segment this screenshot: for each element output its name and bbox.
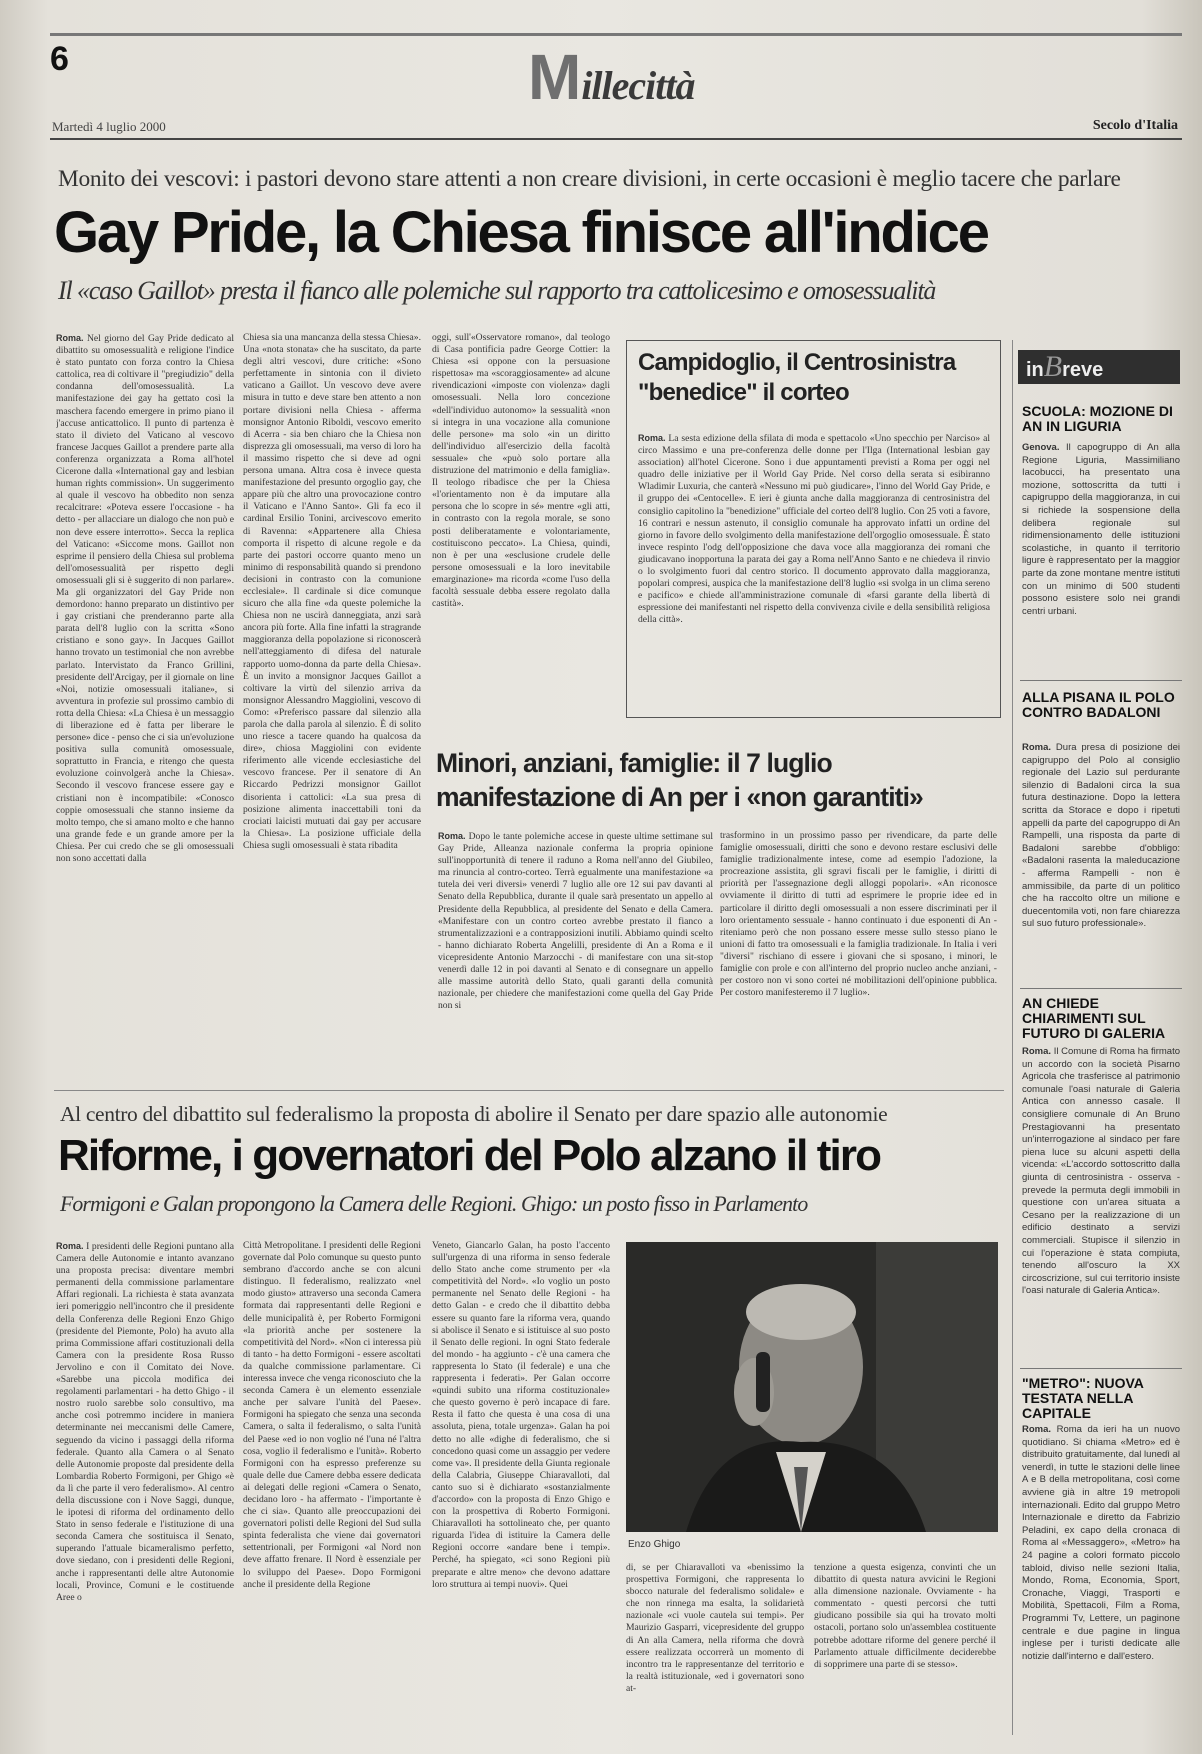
breve-4-body xyxy=(1022,1424,1180,1734)
page-number: 6 xyxy=(50,40,69,78)
riforme-column-2 xyxy=(243,1240,421,1734)
riforme-text-2: Città Metropolitane. I presidenti delle Regioni governate dal Polo comunque su questo punto sembrano d'accordo anche se con alcuni distinguo. Il federalismo, realizzato «nel modo giusto» attraverso una seconda Camera formata dai rappresentanti delle Regioni e delle municipalità è, per Roberto Formigoni «la priorità anche per sostenere la competitività del Nord». «Non ci interessa più di tanto - ha detto Formigoni - essere ascoltati da qualche commissione parlamentare. Ci interessa invece che venga riconosciuto che la seconda Camera è un elemento essenziale anche per salvare l'unità del Paese». Formigoni ha spiegato che senza una seconda Camera, o salta il federalismo, o salta l'unità del Paese «ed io non voglio né l'una né l'altra cosa, voglio il federalismo e l'unità». Roberto Formigoni con ha espresso preferenze su quale delle due Camere debba essere dedicata ai delegati delle regioni «Camera o Senato, decidano loro - ha affermato - l'importante è che ci sia». Quanto alle preoccupazioni dei governatori polisti delle Regioni del Sud sulla spinta federalista che viene dai governatori settentrionali, per Formigoni «al Nord non deve affatto frenare. Il Nord è essenziale per lo sviluppo del Paese». Dopo Formigoni anche il presidente della Regione xyxy=(243,1240,421,1590)
riforme-kicker: Al centro del dibattito sul federalismo la proposta di abolire il Senato per dare spazio alle autonomie xyxy=(60,1102,888,1126)
lead-headline: Gay Pride, la Chiesa finisce all'indice xyxy=(54,200,988,265)
lead-column-3 xyxy=(432,332,610,720)
minori-text-2: trasformino in un prossimo passo per rivendicare, da parte delle famiglie omosessuali, diritti che sono e devono restare esclusivi delle famiglie tradizionalmente intese, come ad esempio l'adozione, la procreazione assistita, gli sgravi fiscali per le famiglie, i diritti di priorità per l'assegnazione degli alloggi popolari». «An riconosce ovviamente il diritto di tutti ad esprimere le proprie idee ed in particolare il diritto degli omosessuali a non essere discriminati per il loro orientamento sessuale - hanno continuato i due esponenti di An - riteniamo però che non possano essere messe sullo stesso piano le unioni di fatto tra omosessuali e la famiglia tradizionale. In Italia i veri "diversi" rischiano di essere i giovani che si sposano, i minori, le famiglie con prole e con all'interno del proprio nucleo anche anziani, - per costoro non vi sono cortei né mobilitazioni dell'opinione pubblica. Per costoro manifesteremo il 7 luglio». xyxy=(720,830,997,999)
minori-text-1: Dopo le tante polemiche accese in queste ultime settimane sul Gay Pride, Alleanza nazionale conferma la propria opinione sull'inopportunità di tenere il raduno a Roma nell'anno del Giubileo, ma rinuncia al contro-corteo. Terrà egualmente una manifestazione «a tutela dei veri diversi» venerdì 7 luglio alle ore 12 sui pav davanti al Senato della Repubblica, durante il quale sarà presentato un appello al Presidente della Repubblica, al presidente del Senato e della Camera. «Manifestare con un contro corteo avrebbe prestato il fianco a strumentalizzazioni e a contrapposizioni inutili. Abbiamo quindi scelto - hanno dichiarato Roberta Angelilli, presidente di An a Roma e il vicepresidente Antonio Marzocchi - di manifestare con una sit-stop venerdì dalle 12 in poi davanti al Senato e di consegnare un appello alle massime autorità dello Stato, quali garanti della comunità nazionale, per chiedere che manifestazioni come quella del Gay Pride non si xyxy=(438,831,713,1012)
breve-2-dateline: Roma. xyxy=(1022,742,1052,753)
riforme-text-3: Veneto, Giancarlo Galan, ha posto l'accento sull'urgenza di una riforma in senso federale dello Stato anche come strumento per «la competitività del Nord». «Io voglio un posto permanente nel Senato delle Regioni - ha detto Galan - e credo che il dibattito debba essere su quanto fare la riforma vera, quando si abolisce il Senato e si istituisce al suo posto il Senato delle regioni. In ogni Stato federale del mondo - ha aggiunto - c'è una camera che rappresenta lo Stato (il federale) e una che rappresenta i federati». Per Galan occorre «quindi subito una riforma costituzionale» che questo governo è però incapace di fare. Resta il fatto che questa è una cosa di una assoluta, piena, totale urgenza». Galan ha poi detto no alle «dighe di federalismo, che si concedono quasi come un assaggio per vedere come va». Il presidente della Giunta regionale della Calabria, Giuseppe Chiaravalloti, dal canto suo si è dichiarato «sostanzialmente d'accordo» con la proposta di Enzo Ghigo e con la prospettiva di Roberto Formigoni. Chiaravalloti ha sottolineato che, per quanto riguarda l'idea di istituire la Camera delle Regioni occorre «andare bene i tempi». Perché, ha spiegato, «ci sono Regioni più preparate e altre meno» che devono adattare loro struttura ai tempi nuovi». Quei xyxy=(432,1240,610,1590)
lead-column-2 xyxy=(243,332,421,1074)
riforme-column-1 xyxy=(56,1240,234,1734)
in-breve-logo-rest: reve xyxy=(1062,359,1104,381)
breve-4-text: Roma da ieri ha un nuovo quotidiano. Si chiama «Metro» ed è distribuito gratuitamente, dal lunedì al venerdì, in tutte le stazioni delle linee A e B della metropolitana, così come avviene già in altre 19 metropoli internazionali. Edito dal gruppo Metro Internazionale e diretto da Fabrizio Peladini, ex capo della cronaca di Roma al «Messaggero», «Metro» ha 24 pagine a colori formato piccolo tabloid, diviso nelle sezioni Italia, Mondo, Roma, Economia, Sport, Cronache, Viaggi, Trasporti e Mobilità, Spettacoli, Film a Roma, Programmi Tv, Lettere, un paginone centrale e due pagine in lingua inglese per i turisti dedicate alle notizie dall'interno e dall'estero. xyxy=(1022,1424,1180,1662)
lead-text-2: Chiesa sia una mancanza della stessa Chiesa». Una «nota stonata» che ha suscitato, da parte degli altri vescovi, dure critiche: «Sono perfettamente in sintonia con il divieto vaticano a Gaillot. Un vescovo deve avere misura in tutto e deve stare ben attento a non portare divisioni nella Chiesa - afferma monsignor Antonio Riboldi, vescovo emerito di Acerra - sia ben chiaro che la Chiesa non disprezza gli omosessuali, ma verso di loro ha il massimo rispetto che si deve ad ogni persona umana. Altra cosa è invece questa manifestazione del presunto orgoglio gay, che appare più che altro una provocazione contro il Vaticano e l'Anno Santo». Gli fa eco il cardinal Ersilio Tonini, arcivescovo emerito di Ravenna: «Appartenere alla Chiesa comporta il rispetto di alcune regole e da parte dei pastori occorre quanto meno un minimo di responsabilità quando si prendono decisioni in contrasto con la comunione ecclesiale». Il cardinale si dice comunque sicuro che alla fine «da queste polemiche la Chiesa non ne uscirà danneggiata, anzi sarà ancora più forte. Alla fine infatti la stragrande maggioranza della popolazione si riconoscerà nell'atteggiamento di difesa del naturale rapporto uomo-donna da parte della Chiesa». È un invito a monsignor Jacques Gaillot a coltivare la virtù del silenzio arriva da monsignor Alessandro Maggiolini, vescovo di Como: «Preferisco passare dal silenzio alla parola che dalla parola al silenzio. È di solito uno riesce a tacere quando ha qualcosa da dire», chiosa Maggiolini con evidente riferimento alle vicende ecclesiastiche del vescovo francese. Per il senatore di An Riccardo Pedrizzi monsignor Gaillot disorienta i cattolici: «La sua presa di posizione alimenta inaccettabili toni da crociati laicisti mutuati dai gay per accusare la Chiesa». La posizione ufficiale della Chiesa sugli omosessuali è stata ribadita xyxy=(243,332,421,851)
campidoglio-body xyxy=(638,432,990,710)
enzo-ghigo-photo xyxy=(626,1242,998,1532)
campidoglio-dateline: Roma. xyxy=(638,433,666,443)
section-title xyxy=(528,41,695,124)
riforme-text-5: tenzione a questa esigenza, convinti che un dibattito di questa natura avvicini le Regioni alla dimensione nazionale. Ovviamente - ha commentato - questi percorsi che tutti giudicano possibile sia qui ha trovato molti ostacoli, portano solo un'assemblea costituente potrebbe adottare riforme del genere perché il Parlamento attuale difficilmente deciderebbe di sopprimere una parte di se stesso». xyxy=(814,1562,996,1670)
riforme-subhead: Formigoni e Galan propongono la Camera delle Regioni. Ghigo: un posto fisso in Parlamento xyxy=(60,1192,808,1216)
in-breve-logo-in: in xyxy=(1026,359,1044,381)
breve-1-body xyxy=(1022,442,1180,650)
campidoglio-headline xyxy=(638,348,955,408)
minori-headline-2: manifestazione di An per i «non garantiti» xyxy=(436,782,923,812)
campidoglio-text: La sesta edizione della sfilata di moda e spettacolo «Uno specchio per Narciso» al circo Massimo e una pre-conferenza delle donne per l'Ilga (International lesbian gay association) all'hotel Cicerone. Sono i due appuntamenti previsti a Roma per oggi nel quadro delle iniziative per il World Gay Pride. Nel corso della serata si esibiranno Wladimir Luxuria, che canterà «Nessuno mi può giudicare», l'inno del World Gay Pride, e il gruppo dei «Centocelle». E ieri è giunta anche dalla maggioranza di centrosinistra del consiglio capitolino la "benedizione" ufficiale del corteo dell'8 luglio. Con 25 voti a favore, 16 contrari e nessun astenuto, il consiglio comunale ha approvato infatti un ordine del giorno in favore dello svolgimento della manifestazione dell'orgoglio omosessuale. È stato invece respinto l'odg dell'opposizione che dava voce alla maggioranza dei romani che giudicavano inopportuna la parata dei gay a Roma nell'Anno Santo e ne chiedeva il rinvio o lo svolgimento fuori dal centro storico. Il documento approvato dalla maggioranza, popolari compresi, auspica che la manifestazione dell'8 luglio «si svolga in un clima sereno e pacifico» e chiede all'amministrazione comunale di «farsi garante della libertà di espressione dei manifestanti nel rispetto della convivenza civile e della sensibilità religiosa della città». xyxy=(638,433,990,626)
breve-3-title: AN CHIEDE CHIARIMENTI SUL FUTURO DI GALERIA xyxy=(1022,995,1166,1041)
minori-column-1 xyxy=(438,830,713,1074)
breve-2-title: ALLA PISANA IL POLO CONTRO BADALONI xyxy=(1022,689,1175,720)
riforme-text-1: I presidenti delle Regioni puntano alla Camera delle Autonomie e intanto avanzano una proposta precisa: diventare membri permanenti della commissione parlamentare Affari regionali. La richiesta è stata avanzata ieri pomeriggio nell'incontro che il presidente della Conferenza delle Regioni Enzo Ghigo (presidente del Piemonte, Polo) ha avuto alla prima Commissione affari costituzionali della Camera con la presidente Rosa Russo Jervolino e con il Comitato dei Nove. «Sarebbe una piccola modifica dei regolamenti parlamentari - ha detto Ghigo - il nostro ruolo sarebbe solo consultivo, ma anche così potremmo incidere in maniera determinante nei meccanismi delle Camere, seguendo da vicino i passaggi della riforma federale. Quanto alla Camera o al Senato delle Autonomie proposte dal presidente della Lombardia Roberto Formigoni, per Ghigo «è da lì che parte il vero federalismo». Al centro della discussione con i Nove Saggi, dunque, le ipotesi di riforma del ordinamento dello Stato in senso federale e l'istituzione di una seconda Camera che sostituisca il Senato, superando l'attuale bicameralismo perfetto, dove siedano, con i presidenti delle Regioni, anche i rappresentanti delle altre Autonomie locali, Province, Comuni e le costituende Aree o xyxy=(56,1241,234,1603)
minori-dateline: Roma. xyxy=(438,831,466,841)
breve-1-title: SCUOLA: MOZIONE DI AN IN LIGURIA xyxy=(1022,403,1173,434)
photo-illustration xyxy=(626,1242,998,1532)
breve-1-text: Il capogruppo di An alla Regione Liguria, Massimiliano Iacobucci, ha presentato una mozione, sottoscritta da tutti i capigruppo della maggioranza, in cui si richiede la sospensione della delibera regionale sul ridimensionamento delle istituzioni scolastiche, in quanto il territorio ligure è rappresentato per la maggior parte da zone montane mentre istituti con un minimo di 500 studenti possono esistere solo nei grandi centri urbani. xyxy=(1022,442,1180,617)
campidoglio-headline-2: "benedice" il corteo xyxy=(638,379,849,406)
lead-text-3: oggi, sull'«Osservatore romano», dal teologo di Casa pontificia padre George Cottier: la Chiesa «si oppone con la persuasione rispettosa» ma «scoraggiosamente» ad alcune rivendicazioni «imposte con violenza» dagli omosessuali. Nella loro concezione «dell'individuo autonomo» la sessualità «non si integra in una vocazione alla comunione delle persone» ma solo «in un diritto dell'individuo all'esercizio della facoltà sessuale» che «può solo portare alla distruzione del matrimonio e della famiglia». Il teologo ribadisce che per la Chiesa «l'orientamento non è da imputare alla persona che lo scopre in sé» mentre «gli atti, in contrasto con la regola morale, se sono posti deliberatamente e volontariamente, costituiscono peccato». La Chiesa, quindi, non è per una «esclusione crudele delle persone omosessuali e la loro inevitabile emarginazione» ma ricorda «come l'uso della facoltà sessuale debba essere regolato dalla castità». xyxy=(432,332,610,610)
breve-3-body xyxy=(1022,1046,1180,1358)
issue-date: Martedì 4 luglio 2000 xyxy=(52,119,166,134)
minori-headline-1: Minori, anziani, famiglie: il 7 luglio xyxy=(436,748,832,778)
breve-3-dateline: Roma. xyxy=(1022,1046,1052,1057)
riforme-column-5 xyxy=(814,1562,996,1734)
breve-1-dateline: Genova. xyxy=(1022,442,1060,453)
breve-4-dateline: Roma. xyxy=(1022,1424,1052,1435)
photo-caption: Enzo Ghigo xyxy=(628,1539,681,1550)
campidoglio-headline-1: Campidoglio, il Centrosinistra xyxy=(638,349,956,376)
in-breve-logo xyxy=(1018,350,1180,384)
riforme-column-3 xyxy=(432,1240,610,1734)
in-breve-logo-b: B xyxy=(1043,350,1063,383)
publication-name: Secolo d'Italia xyxy=(1092,118,1178,133)
breve-2-text: Dura presa di posizione dei capigruppo del Polo al consiglio regionale del Lazio sul perdurante silenzio di Badaloni circa la sua futura destinazione. Dopo la lettera scritta da Storace e dopo i ripetuti appelli da parte del capogruppo di An Rampelli, una risposta da parte di Badaloni sarebbe d'obbligo: «Badaloni rasenta la maleducazione - afferma Rampelli - non è ammissibile, da parte di un politico che ha raccolto oltre un milione e duecentomila voti, non fare chiarezza sul suo futuro professionale». xyxy=(1022,742,1180,930)
riforme-dateline: Roma. xyxy=(56,1241,84,1251)
lead-column-1 xyxy=(56,332,234,1074)
minori-headline xyxy=(436,746,923,814)
section-title-rest: illecittà xyxy=(581,63,695,108)
lead-subhead: Il «caso Gaillot» presta il fianco alle polemiche sul rapporto tra cattolicesimo e omosessualità xyxy=(58,276,936,305)
breve-2-body xyxy=(1022,742,1180,978)
lead-dateline: Roma. xyxy=(56,333,84,343)
breve-4-title: "METRO": NUOVA TESTATA NELLA CAPITALE xyxy=(1022,1375,1144,1421)
lead-kicker: Monito dei vescovi: i pastori devono stare attenti a non creare divisioni, in certe occasioni è meglio tacere che parlare xyxy=(58,166,1121,192)
riforme-headline: Riforme, i governatori del Polo alzano il tiro xyxy=(58,1131,881,1180)
breve-3-text: Il Comune di Roma ha firmato un accordo con la società Pisarno Agricola che trasferisce al patrimonio comunale l'oasi naturale di Galeria Antica con annesso casale. Il consigliere comunale di An Bruno Prestagiovanni ha presentato un'interrogazione al sindaco per fare piena luce su alcuni aspetti della vicenda: «L'accordo sottoscritto dalla giunta di centrosinistra - osserva - prevede la permuta degli immobili in questione con un'area situata a Cesano per la realizzazione di un edificio destinato a servizi commerciali. Stupisce il silenzio in cui l'operazione è stata compiuta, tenendo all'oscuro la XX circoscrizione, sul cui territorio insiste l'oasi naturale di Galeria Antica». xyxy=(1022,1046,1180,1297)
riforme-text-4: di, se per Chiaravalloti va «benissimo la prospettiva Formigoni, che rappresenta lo sbocco naturale del federalismo solidale» e che non rinnega ma esalta, la solidarietà nazionale «ci vuole cautela sui tempi». Per Maurizio Gasparri, vicepresidente del gruppo di An alla Camera, nella riforma che dovrà essere realizzata occorrerà un momento di incontro tra le rappresentanze del territorio e la realtà istituzionale, «ed i governatori sono at- xyxy=(626,1562,804,1694)
riforme-column-4 xyxy=(626,1562,804,1734)
section-title-initial: M xyxy=(528,41,582,113)
lead-text-1: Nel giorno del Gay Pride dedicato al dibattito su omosessualità e religione l'indice è stato puntato con forza contro la Chiesa cattolica, rea di coltivare il "pregiudizio" della condanna dell'omosessualità. La manifestazione dei gay ha gettato così la maschera facendo emergere in primo piano il j'accuse anticattolico. Il punto di partenza è stato il divieto del Vaticano al vescovo francese Jacques Gaillot a prendere parte alla conferenza organizzata a Roma all'hotel Cicerone dalla «International gay and lesbian human rights commission». Un suggerimento al quale il vescovo ha obbedito non senza recalcitrare: «Poteva essere l'occasione - ha detto - per allacciare un dialogo che non può e non deve essere interrotto». Secca la replica del Vaticano: «Siccome mons. Gaillot non esprime il pensiero della Chiesa sul problema dell'omosessualità per rispetto degli omosessuali gli si è suggerito di non parlare». Ma gli organizzatori del Gay Pride non demordono: hanno preparato un distintivo per i gay cristiani che prenderanno parte alla parata dell'8 luglio con la scritta «Sono cristiano e sono gay». In Jacques Gaillot hanno trovato un testimonial che non avrebbe parlato. Intervistato da Franco Grillini, presidente dell'Arcigay, per il giornale on line «Noi, notizie omosessuali italiane», si avventura in profezie sul prossimo cambio di rotta della Chiesa: «La Chiesa è un messaggio di liberazione ed è fatta per liberare le persone» dice - penso che ci sia un'evoluzione positiva sulla comunità omosessuale, soprattutto in Francia, e ritengo che questa evoluzione coinvolgerà anche la Chiesa». Secondo il vescovo francese essere gay e cristiani non è incompatibile: «Conosco coppie omosessuali che stanno insieme da molto tempo, che si amano molto e che hanno una grande fede e un grande amore per la Chiesa. Per cui credo che se gli omosessuali non sono accettati dalla xyxy=(56,333,234,865)
minori-column-2 xyxy=(720,830,997,1074)
